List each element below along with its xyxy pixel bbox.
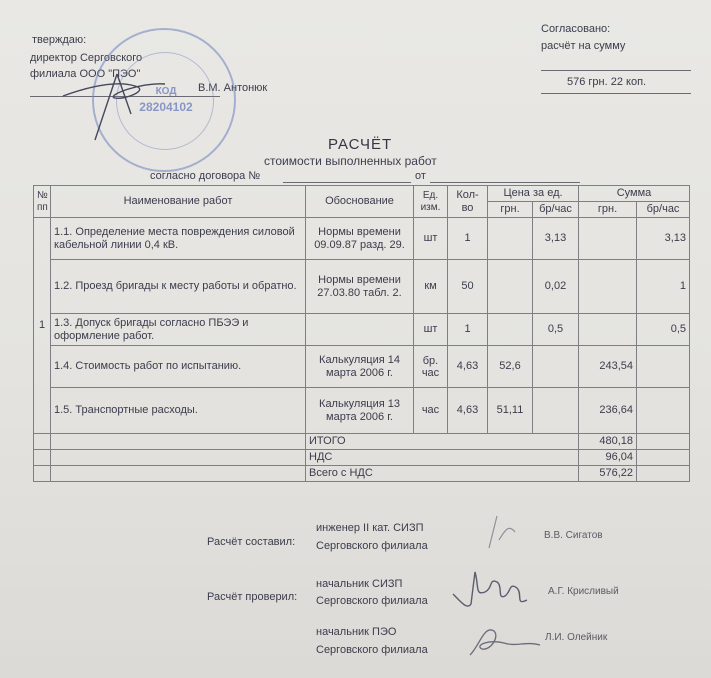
- row-basis: Нормы времени 09.09.87 разд. 29.: [306, 218, 414, 260]
- vat-label: НДС: [306, 450, 579, 466]
- row-unit: бр. час: [414, 346, 448, 388]
- row-sum-grn: [579, 218, 637, 260]
- peo-name: Л.И. Олейник: [545, 632, 608, 643]
- checked-signature: [445, 566, 545, 616]
- header-sum: Сумма: [579, 186, 690, 202]
- peo-position-2: Серговского филиала: [316, 644, 428, 656]
- row-basis: Калькуляция 14 марта 2006 г.: [306, 346, 414, 388]
- agreed-line: [541, 70, 691, 71]
- row-price-brh: 0,02: [533, 260, 579, 314]
- compiled-name: В.В. Сигатов: [544, 530, 603, 541]
- vat-row: [34, 450, 690, 466]
- calculation-table: [33, 185, 690, 482]
- row-unit: шт: [414, 314, 448, 346]
- table-row: [34, 218, 690, 260]
- header-sum-brh: бр/час: [637, 202, 690, 218]
- agreed-line-1: Согласовано:: [541, 23, 611, 35]
- row-qty: 1: [448, 218, 488, 260]
- agreed-line-2: расчёт на сумму: [541, 40, 626, 52]
- total-value: 480,18: [579, 434, 637, 450]
- table-row: [34, 346, 690, 388]
- vat-value: 96,04: [579, 450, 637, 466]
- row-sum-brh: [637, 388, 690, 434]
- compiled-label: Расчёт составил:: [207, 536, 296, 548]
- row-price-brh: [533, 346, 579, 388]
- row-qty: 50: [448, 260, 488, 314]
- header-price-brh: бр/час: [533, 202, 579, 218]
- checked-position-1: начальник СИЗП: [316, 578, 403, 590]
- header-name: Наименование работ: [51, 186, 306, 218]
- row-name: 1.5. Транспортные расходы.: [51, 388, 306, 434]
- row-qty: 4,63: [448, 346, 488, 388]
- agreed-sum-underline: [541, 93, 691, 94]
- header-sum-grn: грн.: [579, 202, 637, 218]
- approval-line-3: филиала ООО "ПЭО": [30, 68, 141, 80]
- row-qty: 1: [448, 314, 488, 346]
- peo-signature: [460, 615, 550, 665]
- row-sum-brh: 3,13: [637, 218, 690, 260]
- stamp-code: 28204102: [139, 100, 193, 114]
- row-name: 1.4. Стоимость работ по испытанию.: [51, 346, 306, 388]
- document-subtitle: стоимости выполненных работ: [264, 154, 437, 168]
- row-name: 1.3. Допуск бригады согласно ПБЭЭ и оформление работ.: [51, 314, 306, 346]
- grand-total-label: Всего с НДС: [306, 466, 579, 482]
- row-unit: шт: [414, 218, 448, 260]
- row-price-grn: [488, 218, 533, 260]
- row-sum-brh: 0,5: [637, 314, 690, 346]
- total-row: [34, 434, 690, 450]
- contract-date-line: [430, 182, 580, 183]
- header-price: Цена за ед.: [488, 186, 579, 202]
- checked-position-2: Серговского филиала: [316, 595, 428, 607]
- row-basis: [306, 314, 414, 346]
- row-price-grn: 52,6: [488, 346, 533, 388]
- row-sum-grn: 243,54: [579, 346, 637, 388]
- row-group-num: 1: [34, 218, 51, 434]
- stamp-code-label: КОД: [155, 86, 177, 97]
- header-basis: Обоснование: [306, 186, 414, 218]
- table-row: [34, 388, 690, 434]
- row-basis: Калькуляция 13 марта 2006 г.: [306, 388, 414, 434]
- compiled-signature: [475, 510, 535, 555]
- row-price-grn: [488, 260, 533, 314]
- table-row: [34, 314, 690, 346]
- row-sum-grn: [579, 314, 637, 346]
- compiled-position-2: Серговского филиала: [316, 540, 428, 552]
- approval-name: В.М. Антонюк: [198, 82, 268, 94]
- contract-label: согласно договора №: [150, 170, 261, 182]
- row-price-brh: 0,5: [533, 314, 579, 346]
- total-label: ИТОГО: [306, 434, 579, 450]
- row-price-brh: 3,13: [533, 218, 579, 260]
- checked-label: Расчёт проверил:: [207, 591, 298, 603]
- row-basis: Нормы времени 27.03.80 табл. 2.: [306, 260, 414, 314]
- row-price-brh: [533, 388, 579, 434]
- row-sum-brh: [637, 346, 690, 388]
- grand-total-value: 576,22: [579, 466, 637, 482]
- header-qty: Кол-во: [448, 186, 488, 218]
- contract-from-label: от: [415, 170, 426, 182]
- agreed-sum: 576 грн. 22 коп.: [567, 76, 647, 88]
- approval-line-2: директор Серговского: [30, 52, 143, 64]
- peo-position-1: начальник ПЭО: [316, 626, 397, 638]
- row-sum-grn: [579, 260, 637, 314]
- grand-total-row: [34, 466, 690, 482]
- approval-signature: [55, 70, 205, 145]
- checked-name: А.Г. Крисливый: [548, 586, 619, 597]
- row-name: 1.1. Определение места повреждения силовой кабельной линии 0,4 кВ.: [51, 218, 306, 260]
- document-title: РАСЧЁТ: [328, 136, 393, 153]
- header-unit: Ед. изм.: [414, 186, 448, 218]
- table-row: [34, 260, 690, 314]
- row-sum-grn: 236,64: [579, 388, 637, 434]
- row-unit: час: [414, 388, 448, 434]
- header-price-grn: грн.: [488, 202, 533, 218]
- row-sum-brh: 1: [637, 260, 690, 314]
- header-num: № пп: [34, 186, 51, 218]
- approval-line-1: тверждаю:: [32, 34, 87, 46]
- row-qty: 4,63: [448, 388, 488, 434]
- row-price-grn: 51,11: [488, 388, 533, 434]
- row-price-grn: [488, 314, 533, 346]
- contract-number-line: [283, 182, 411, 183]
- row-name: 1.2. Проезд бригады к месту работы и обратно.: [51, 260, 306, 314]
- row-unit: км: [414, 260, 448, 314]
- compiled-position-1: инженер II кат. СИЗП: [316, 522, 424, 534]
